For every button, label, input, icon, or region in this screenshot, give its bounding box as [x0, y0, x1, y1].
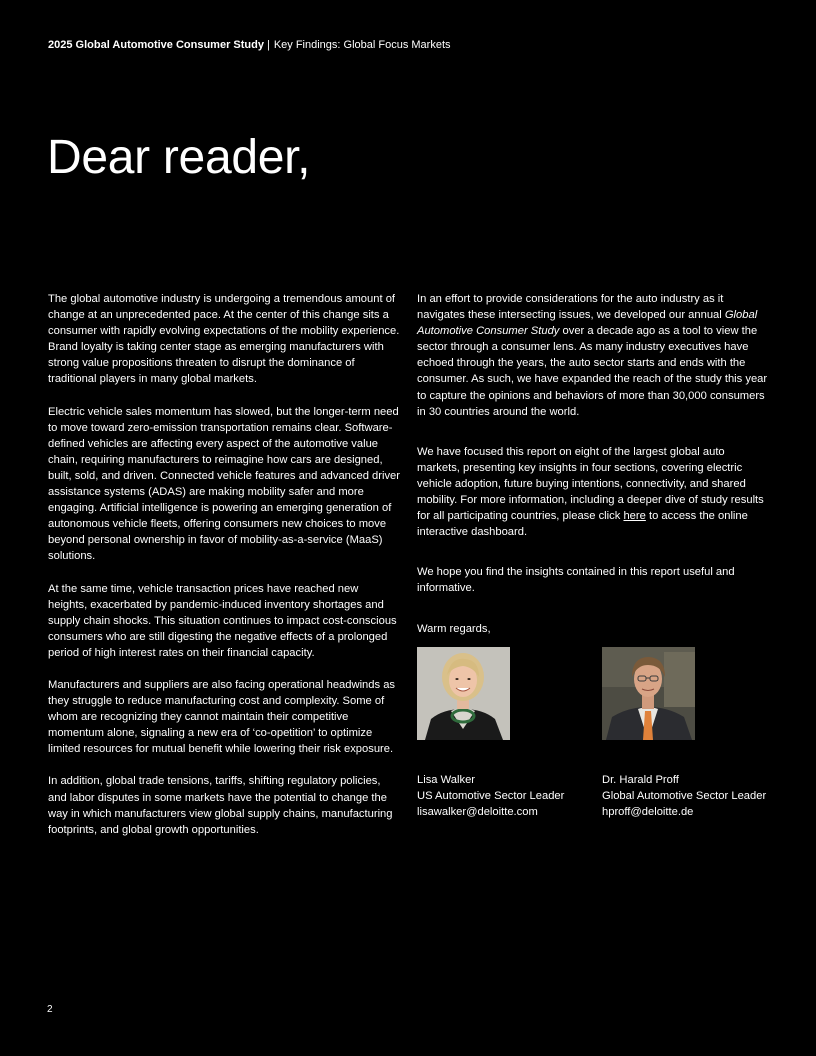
study-name-italic: Global Automotive Consumer Study: [417, 309, 758, 338]
signature-walker: [417, 772, 564, 820]
page-title: Dear reader,: [47, 131, 311, 184]
body-paragraph: At the same time, vehicle transaction prices have reached new heights, exacerbated by pandemic-induced inventory shortages and supply chain shocks. This situation continues to impact cost-conscious consumers who are still digesting the negative effects of a prolonged period of high interest rates on their financial capacity.: [48, 582, 397, 659]
warm-regards: Warm regards,: [417, 622, 491, 635]
signatory-name: Lisa Walker: [417, 774, 476, 786]
study-intro-paragraph: [417, 291, 769, 420]
harald-proff-photo: [602, 647, 695, 740]
closing-paragraph: We hope you find the insights contained in this report useful and informative.: [417, 566, 735, 595]
running-header: [48, 38, 451, 52]
signature-proff: [602, 772, 766, 820]
header-separator: |: [266, 39, 270, 51]
signatory-role: US Automotive Sector Leader: [417, 790, 565, 802]
study-intro-text-cont: over a decade ago as a tool to view the sector through a consumer lens. As many industry executives have echoed through the years, the auto sector starts and ends with the consumer. As such, we have expanded the reach of the study this year to capture the opinions and behaviors of more than 30,000 consumers in 30 countries around the world.: [417, 325, 768, 418]
dashboard-link[interactable]: here: [623, 510, 646, 523]
body-paragraph: Manufacturers and suppliers are also facing operational headwinds as they struggle to reduce manufacturing cost and complexity. Some of whom are recognizing they cannot maintain their competitive momentum alone, signaling a new era of ‘co-opetition’ to optimize limited resources for mutual benefit while lowering their risk exposure.: [48, 678, 396, 756]
page-number: 2: [47, 1004, 53, 1015]
signatory-email[interactable]: hproff@deloitte.de: [602, 806, 694, 818]
lisa-walker-photo: [417, 647, 510, 740]
study-title: 2025 Global Automotive Consumer Study: [48, 39, 264, 51]
body-paragraph: The global automotive industry is undergoing a tremendous amount of change at an unprecedented pace. At the center of this change sits a consumer with rapidly evolving expectations of the mobility experience. Brand loyalty is taking center stage as emerging manufacturers with strong value propositions threaten to disrupt the dominance of traditional players in many global markets.: [48, 293, 400, 386]
report-focus-text-cont: to access the online interactive dashboard.: [417, 510, 748, 539]
study-intro-text: In an effort to provide considerations for the auto industry as it navigates these intersecting issues, we developed our annual: [417, 293, 725, 322]
signatory-name: Dr. Harald Proff: [602, 774, 679, 786]
body-paragraph: In addition, global trade tensions, tariffs, shifting regulatory policies, and labor disputes in some markets have the potential to change the way in which manufacturers view global supply chains, manufacturing footprints, and global growth opportunities.: [48, 775, 393, 836]
section-name: Key Findings: Global Focus Markets: [273, 39, 451, 51]
right-column: [417, 291, 769, 661]
report-focus-text: We have focused this report on eight of the largest global auto markets, presenting key insights in four sections, covering electric vehicle adoption, future buying intentions, connectivity, and shared mobility. For more information, including a deeper dive of study results for all participating countries, please click: [417, 445, 764, 523]
left-column: [48, 291, 400, 854]
signatory-role: Global Automotive Sector Leader: [602, 790, 767, 802]
signatory-email[interactable]: lisawalker@deloitte.com: [417, 806, 538, 818]
report-focus-paragraph: [417, 444, 769, 541]
body-paragraph: Electric vehicle sales momentum has slowed, but the longer-term need to move toward zero-emission transportation remains clear. Software-defined vehicles are affecting every aspect of the automotive value chain, requiring manufacturers to reimagine how cars are designed, built, sold, and driven. Connected vehicle features and advanced driver assistance systems (ADAS) are making mobility safer and more engaging. Artificial intelligence is powering an emerging generation of autonomous vehicle fleets, offering consumers new choices to move beyond personal ownership in favor of mobility-as-a-service (MaaS) solutions.: [48, 405, 401, 563]
